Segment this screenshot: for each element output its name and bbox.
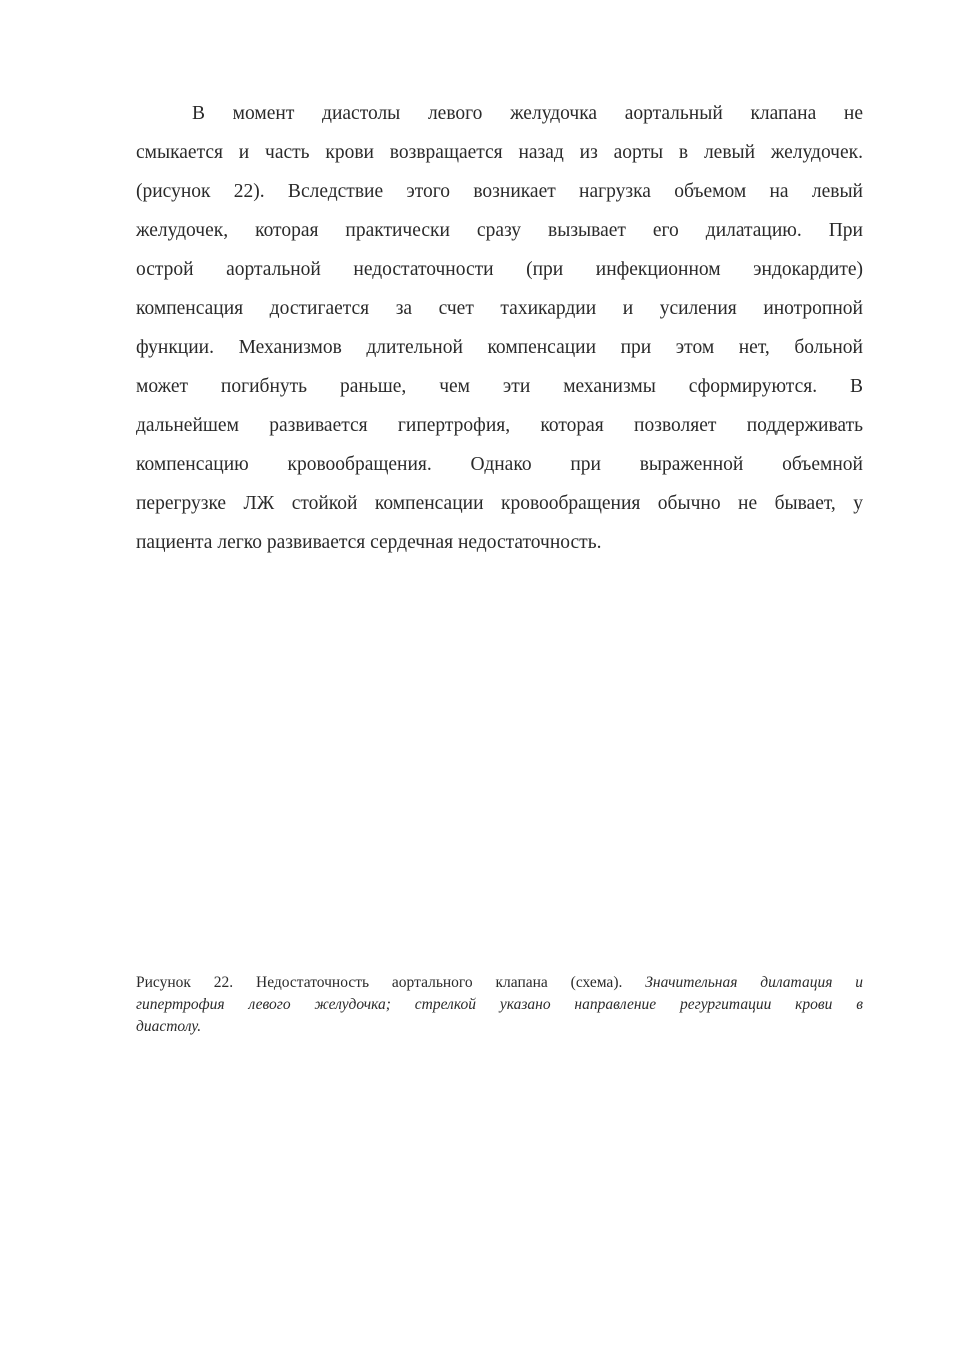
paragraph-line: компенсацию кровообращения. Однако при выраженной объемной — [136, 454, 863, 475]
figure-caption — [136, 972, 863, 1038]
paragraph-line: может погибнуть раньше, чем эти механизмы сформируются. В — [136, 376, 863, 397]
paragraph-line: В момент диастолы левого желудочка аортальный клапана не — [192, 103, 863, 124]
paragraph-line: перегрузке ЛЖ стойкой компенсации кровообращения обычно не бывает, у — [136, 493, 863, 514]
caption-line: гипертрофия левого желудочка; стрелкой указано направление регургитации крови в — [136, 996, 863, 1013]
figure-placeholder — [136, 575, 863, 960]
caption-description: Значительная дилатация и — [645, 974, 863, 991]
paragraph-line: желудочек, которая практически сразу вызывает его дилатацию. При — [136, 220, 863, 241]
paragraph-line: функции. Механизмов длительной компенсации при этом нет, больной — [136, 337, 863, 358]
caption-line: диастолу. — [136, 1018, 202, 1035]
caption-label: Рисунок 22. Недостаточность аортального клапана (схема). — [136, 974, 623, 991]
paragraph-line: (рисунок 22). Вследствие этого возникает нагрузка объемом на левый — [136, 181, 863, 202]
body-paragraph — [136, 94, 863, 562]
paragraph-line: компенсация достигается за счет тахикардии и усиления инотропной — [136, 298, 863, 319]
paragraph-line: смыкается и часть крови возвращается назад из аорты в левый желудочек. — [136, 142, 863, 163]
paragraph-line: пациента легко развивается сердечная недостаточность. — [136, 532, 602, 553]
caption-line — [136, 972, 863, 994]
paragraph-line: острой аортальной недостаточности (при инфекционном эндокардите) — [136, 259, 863, 280]
paragraph-line: дальнейшем развивается гипертрофия, которая позволяет поддерживать — [136, 415, 863, 436]
